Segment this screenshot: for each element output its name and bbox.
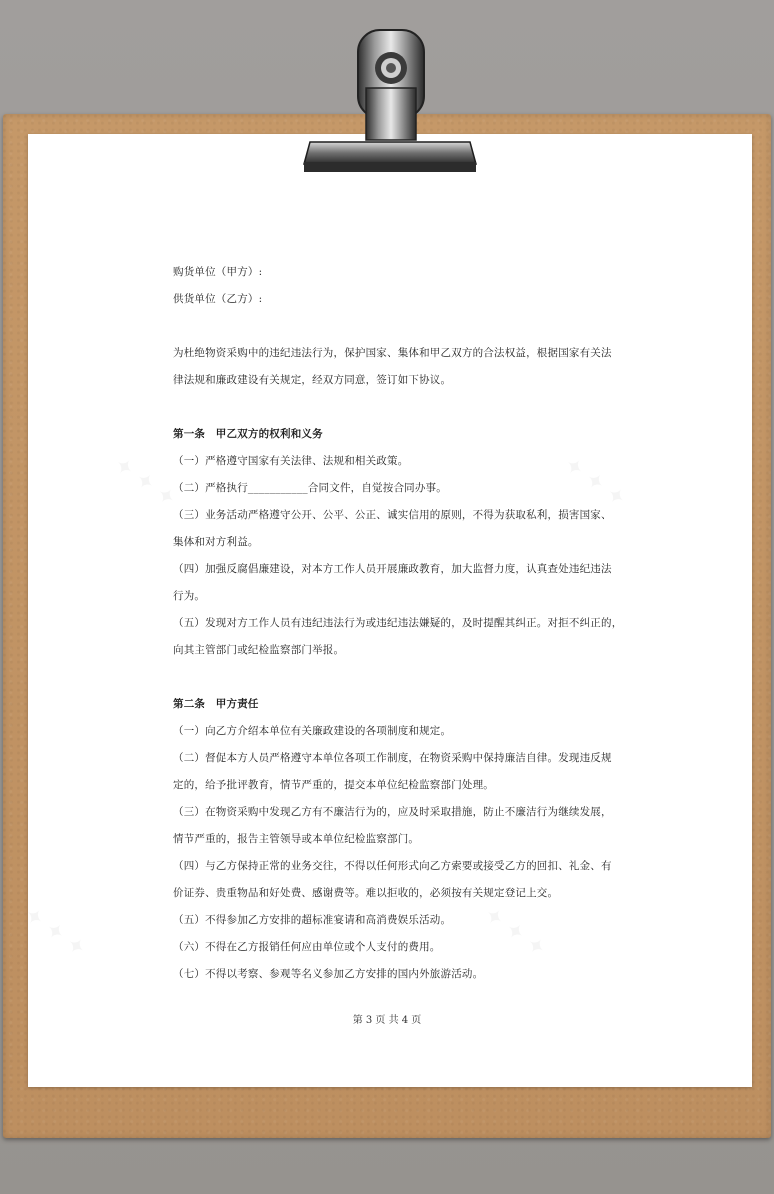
watermark: ✦ ✦ ✦	[109, 452, 181, 513]
article2-line: （二）督促本方人员严格遵守本单位各项工作制度，在物资采购中保持廉洁自律。发现违反规	[173, 752, 612, 764]
intro-line: 律法规和廉政建设有关规定，经双方同意，签订如下协议。	[173, 374, 452, 386]
article2-line: （四）与乙方保持正常的业务交往，不得以任何形式向乙方索要或接受乙方的回扣、礼金、有	[173, 860, 612, 872]
article1-line: 集体和对方利益。	[173, 536, 259, 548]
article2-line: （一）向乙方介绍本单位有关廉政建设的各项制度和规定。	[173, 725, 452, 737]
article1-line: （四）加强反腐倡廉建设，对本方工作人员开展廉政教育，加大监督力度，认真查处违纪违法	[173, 563, 612, 575]
binder-clip-icon	[300, 24, 480, 178]
supplier-line: 供货单位（乙方）:	[173, 293, 263, 305]
page-number: 第 3 页 共 4 页	[352, 1015, 422, 1026]
buyer-line: 购货单位（甲方）:	[173, 266, 263, 278]
watermark: ✦ ✦ ✦	[559, 452, 631, 513]
article1-line: （五）发现对方工作人员有违纪违法行为或违纪违法嫌疑的，及时提醒其纠正。对拒不纠正的，	[173, 617, 623, 629]
watermark: ✦ ✦ ✦	[479, 902, 551, 963]
watermark: ✦ ✦ ✦	[19, 902, 91, 963]
article2-line: 情节严重的，报告主管领导或本单位纪检监察部门。	[173, 833, 420, 845]
article2-line: （七）不得以考察、参观等名义参加乙方安排的国内外旅游活动。	[173, 968, 484, 980]
article2-line: 定的，给予批评教育，情节严重的，提交本单位纪检监察部门处理。	[173, 779, 494, 791]
article2-line: （六）不得在乙方报销任何应由单位或个人支付的费用。	[173, 941, 441, 953]
article1-title: 第一条 甲乙双方的权利和义务	[173, 428, 323, 440]
article1-line: 行为。	[173, 590, 206, 602]
article1-line: （一）严格遵守国家有关法律、法规和相关政策。	[173, 455, 409, 467]
article2-line: （五）不得参加乙方安排的超标准宴请和高消费娱乐活动。	[173, 914, 452, 926]
article2-line: （三）在物资采购中发现乙方有不廉洁行为的，应及时采取措施，防止不廉洁行为继续发展，	[173, 806, 612, 818]
intro-line: 为杜绝物资采购中的违纪违法行为，保护国家、集体和甲乙双方的合法权益，根据国家有关法	[173, 347, 612, 359]
article1-line: （二）严格执行___________合同文件，自觉按合同办事。	[173, 482, 447, 494]
article1-line: （三）业务活动严格遵守公开、公平、公正、诚实信用的原则，不得为获取私利，损害国家、	[173, 509, 612, 521]
article1-line: 向其主管部门或纪检监察部门举报。	[173, 644, 345, 656]
article2-title: 第二条 甲方责任	[173, 698, 259, 710]
article2-line: 价证券、贵重物品和好处费、感谢费等。难以拒收的，必须按有关规定登记上交。	[173, 887, 559, 899]
